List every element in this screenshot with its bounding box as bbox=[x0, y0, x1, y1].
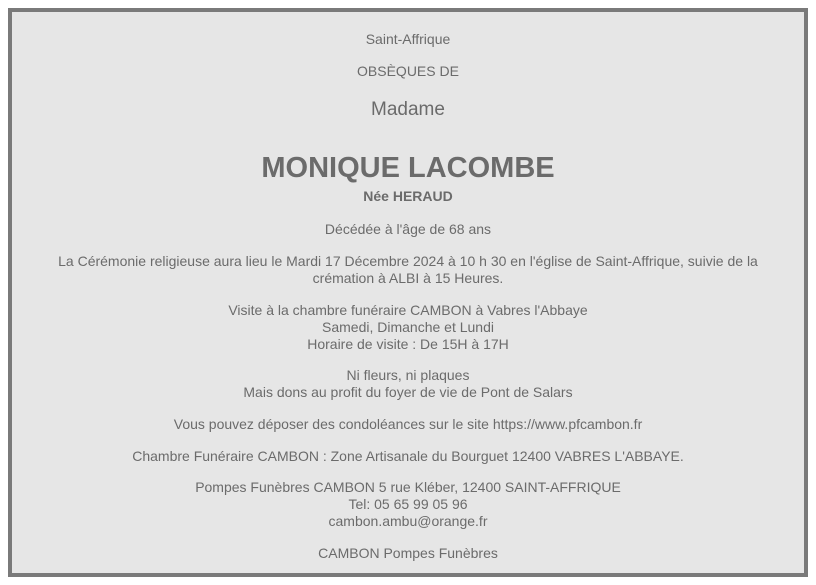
visit-hours: Horaire de visite : De 15H à 17H bbox=[307, 336, 509, 352]
funeral-home-contact bbox=[12, 479, 804, 530]
funeral-home-email: cambon.ambu@orange.fr bbox=[328, 513, 488, 529]
funeral-chamber-address: Chambre Funéraire CAMBON : Zone Artisanale du Bourguet 12400 VABRES L'ABBAYE. bbox=[132, 448, 684, 464]
visit-location: Visite à la chambre funéraire CAMBON à Vabres l'Abbaye bbox=[228, 302, 588, 318]
ceremony-details: La Cérémonie religieuse aura lieu le Mardi 17 Décembre 2024 à 10 h 30 en l'église de Saint-Affrique, suivie de la crémation à ALBI à 15 Heures. bbox=[58, 253, 758, 286]
funeral-home-phone: Tel: 05 65 99 05 96 bbox=[348, 496, 468, 512]
flowers-info bbox=[12, 367, 804, 401]
deceased-name: MONIQUE LACOMBE bbox=[261, 152, 555, 184]
funeral-home-address: Pompes Funèbres CAMBON 5 rue Kléber, 12400 SAINT-AFFRIQUE bbox=[195, 479, 621, 495]
notice-obseques-heading: OBSÈQUES DE bbox=[357, 63, 459, 79]
notice-city: Saint-Affrique bbox=[365, 31, 451, 47]
visit-info bbox=[12, 302, 804, 353]
maiden-name: Née HERAUD bbox=[363, 188, 453, 204]
notice-signature: CAMBON Pompes Funèbres bbox=[318, 545, 498, 561]
condolences-info: Vous pouvez déposer des condoléances sur le site https://www.pfcambon.fr bbox=[173, 416, 643, 432]
notice-title: Madame bbox=[371, 99, 445, 120]
obituary-notice bbox=[8, 8, 808, 577]
no-flowers-line: Ni fleurs, ni plaques bbox=[346, 367, 470, 383]
age-at-death: Décédée à l'âge de 68 ans bbox=[324, 221, 492, 237]
visit-days: Samedi, Dimanche et Lundi bbox=[322, 319, 494, 335]
donations-line: Mais dons au profit du foyer de vie de Pont de Salars bbox=[243, 384, 573, 400]
